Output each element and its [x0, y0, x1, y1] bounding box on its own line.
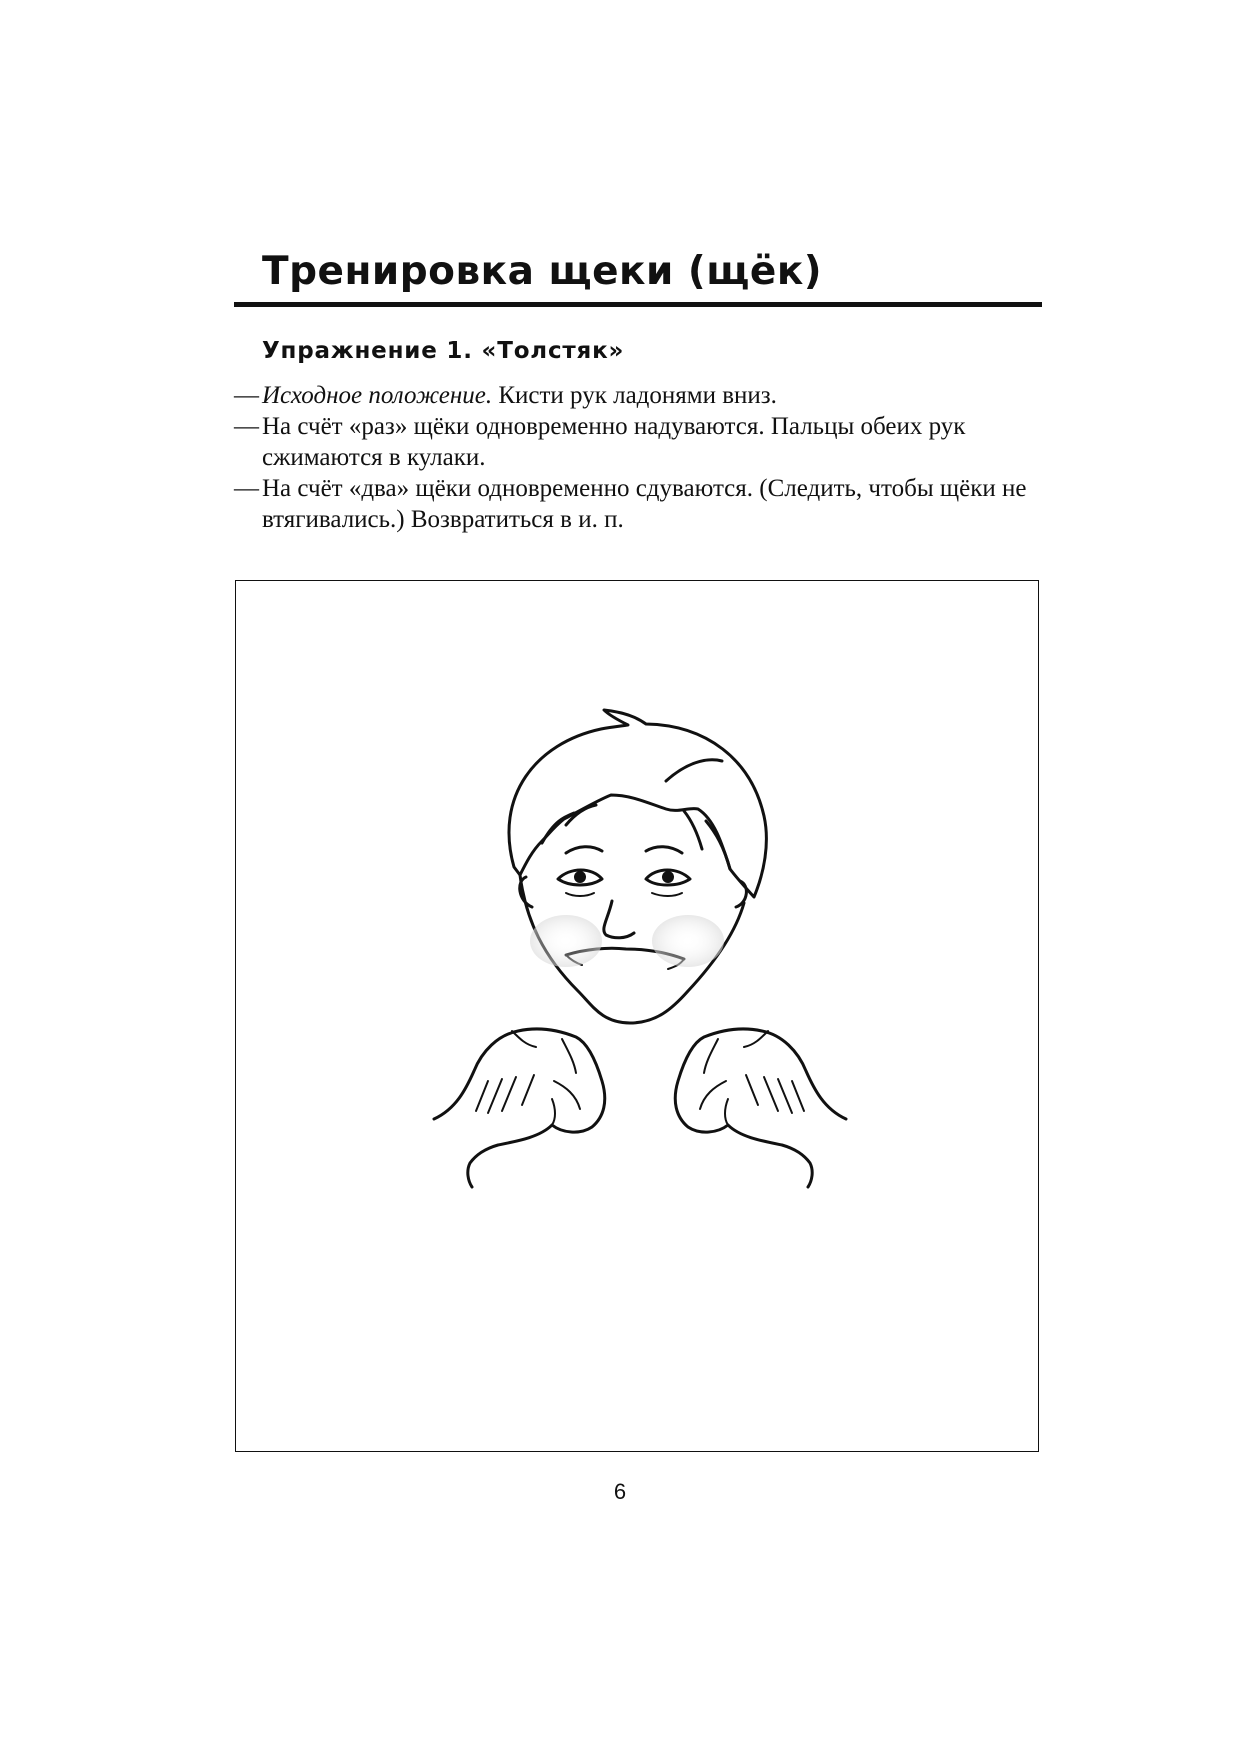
instruction-text: Кисти рук ладонями вниз.: [492, 382, 777, 409]
illustration-frame: [235, 580, 1039, 1452]
boy-face-drawing: [509, 710, 766, 1023]
instruction-text: На счёт «раз» щёки одновременно надуваются. Пальцы обеих рук сжимаются в кулаки.: [262, 413, 966, 471]
page-title: Тренировка щеки (щёк): [262, 249, 823, 294]
illustration: [236, 581, 1040, 1453]
instruction-item: [234, 411, 1042, 473]
instruction-item: [234, 380, 1042, 411]
instruction-text: На счёт «два» щёки одновременно сдуваются. (Следить, чтобы щёки не втягивались.) Возвратиться в и. п.: [262, 475, 1027, 533]
dash: —: [234, 382, 259, 409]
page-number: 6: [613, 1479, 627, 1504]
instruction-item: [234, 473, 1042, 535]
dash: —: [234, 413, 259, 440]
dash: —: [234, 475, 259, 502]
right-fist-drawing: [675, 1029, 846, 1187]
instruction-label: Исходное положение.: [262, 382, 493, 409]
left-fist-drawing: [434, 1029, 605, 1187]
exercise-title: Упражнение 1. «Толстяк»: [262, 338, 625, 364]
hair-outline: [509, 710, 766, 897]
instruction-list: [234, 380, 1042, 535]
title-underline: [234, 302, 1042, 307]
